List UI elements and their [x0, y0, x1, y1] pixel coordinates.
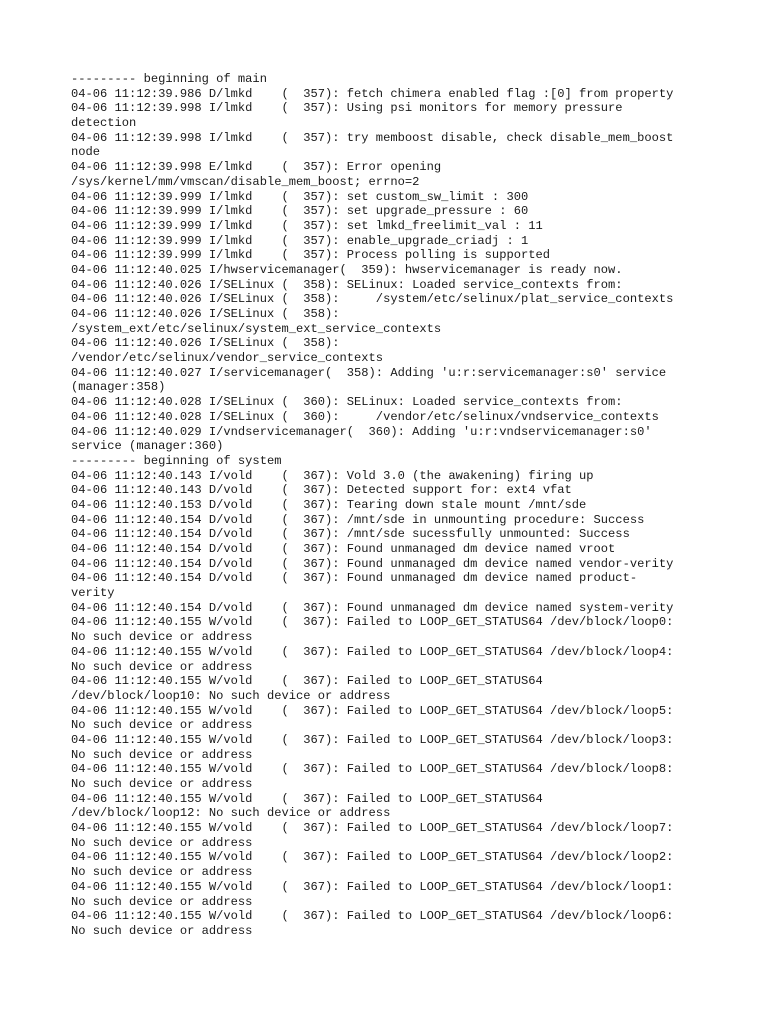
log-line: 04-06 11:12:39.986 D/lmkd ( 357): fetch chimera enabled flag :[0] from property	[71, 86, 674, 101]
log-line: 04-06 11:12:39.999 I/lmkd ( 357): set upgrade_pressure : 60	[71, 204, 529, 219]
log-line: 04-06 11:12:40.155 W/vold ( 367): Failed to LOOP_GET_STATUS64	[71, 791, 543, 806]
log-line: /dev/block/loop10: No such device or address	[71, 688, 391, 703]
log-line: 04-06 11:12:40.155 W/vold ( 367): Failed to LOOP_GET_STATUS64 /dev/block/loop0:	[71, 615, 674, 630]
log-line: 04-06 11:12:40.155 W/vold ( 367): Failed to LOOP_GET_STATUS64 /dev/block/loop1:	[71, 879, 674, 894]
log-text-block	[71, 72, 711, 939]
log-line: No such device or address	[71, 718, 253, 733]
log-line: 04-06 11:12:40.154 D/vold ( 367): Found unmanaged dm device named product-	[71, 571, 638, 586]
log-line: 04-06 11:12:40.025 I/hwservicemanager( 359): hwservicemanager is ready now.	[71, 262, 623, 277]
log-line: 04-06 11:12:40.155 W/vold ( 367): Failed to LOOP_GET_STATUS64 /dev/block/loop7:	[71, 821, 674, 836]
log-line: 04-06 11:12:40.153 D/vold ( 367): Tearing down stale mount /mnt/sde	[71, 497, 587, 512]
log-line: 04-06 11:12:40.154 D/vold ( 367): Found unmanaged dm device named vendor-verity	[71, 556, 674, 571]
log-line: 04-06 11:12:40.026 I/SELinux ( 358): SELinux: Loaded service_contexts from:	[71, 277, 623, 292]
log-line: 04-06 11:12:39.998 I/lmkd ( 357): try memboost disable, check disable_mem_boost	[71, 130, 674, 145]
log-line: 04-06 11:12:39.999 I/lmkd ( 357): Process polling is supported	[71, 248, 550, 263]
log-line: No such device or address	[71, 777, 253, 791]
log-line: 04-06 11:12:40.155 W/vold ( 367): Failed to LOOP_GET_STATUS64 /dev/block/loop6:	[71, 909, 674, 924]
log-line: No such device or address	[71, 659, 253, 674]
log-line: No such device or address	[71, 835, 253, 850]
log-line: No such device or address	[71, 865, 253, 880]
log-line: 04-06 11:12:40.028 I/SELinux ( 360): SELinux: Loaded service_contexts from:	[71, 395, 623, 410]
log-line: No such device or address	[71, 894, 253, 909]
log-line: 04-06 11:12:40.026 I/SELinux ( 358):	[71, 307, 340, 321]
log-line: 04-06 11:12:40.154 D/vold ( 367): /mnt/sde sucessfully unmounted: Success	[71, 527, 630, 542]
log-line: 04-06 11:12:39.999 I/lmkd ( 357): enable_upgrade_criadj : 1	[71, 233, 529, 248]
log-line: 04-06 11:12:40.155 W/vold ( 367): Failed to LOOP_GET_STATUS64 /dev/block/loop3:	[71, 732, 674, 747]
log-line: 04-06 11:12:40.155 W/vold ( 367): Failed to LOOP_GET_STATUS64 /dev/block/loop8:	[71, 762, 674, 777]
log-line: 04-06 11:12:40.026 I/SELinux ( 358): /system/etc/selinux/plat_service_contexts	[71, 292, 674, 307]
log-line: node	[71, 145, 101, 160]
log-line: No such device or address	[71, 747, 253, 762]
log-line: No such device or address	[71, 923, 253, 938]
log-line: 04-06 11:12:40.154 D/vold ( 367): Found unmanaged dm device named vroot	[71, 542, 616, 556]
log-line: /system_ext/etc/selinux/system_ext_service_contexts	[71, 321, 442, 336]
log-line: 04-06 11:12:39.998 E/lmkd ( 357): Error opening	[71, 160, 442, 175]
log-line: 04-06 11:12:40.154 D/vold ( 367): Found unmanaged dm device named system-verity	[71, 600, 674, 615]
log-line: 04-06 11:12:40.143 I/vold ( 367): Vold 3.0 (the awakening) firing up	[71, 468, 594, 483]
log-line: verity	[71, 586, 115, 601]
log-line: 04-06 11:12:40.029 I/vndservicemanager( 360): Adding 'u:r:vndservicemanager:s0'	[71, 424, 652, 439]
log-line: 04-06 11:12:40.143 D/vold ( 367): Detected support for: ext4 vfat	[71, 483, 572, 498]
log-line: /vendor/etc/selinux/vendor_service_contexts	[71, 351, 384, 366]
log-line: service (manager:360)	[71, 439, 224, 454]
log-line: 04-06 11:12:39.999 I/lmkd ( 357): set custom_sw_limit : 300	[71, 189, 529, 204]
log-line: --------- beginning of system	[71, 453, 282, 468]
log-line: 04-06 11:12:40.026 I/SELinux ( 358):	[71, 336, 340, 351]
log-line: 04-06 11:12:40.155 W/vold ( 367): Failed to LOOP_GET_STATUS64 /dev/block/loop2:	[71, 850, 674, 865]
log-line: --------- beginning of main	[71, 72, 267, 86]
log-line: /dev/block/loop12: No such device or address	[71, 806, 391, 821]
log-line: 04-06 11:12:40.155 W/vold ( 367): Failed to LOOP_GET_STATUS64	[71, 674, 543, 689]
log-line: 04-06 11:12:40.027 I/servicemanager( 358): Adding 'u:r:servicemanager:s0' service	[71, 365, 667, 380]
log-line: 04-06 11:12:39.998 I/lmkd ( 357): Using psi monitors for memory pressure	[71, 101, 623, 116]
log-line: 04-06 11:12:40.155 W/vold ( 367): Failed to LOOP_GET_STATUS64 /dev/block/loop5:	[71, 703, 674, 718]
log-line: /sys/kernel/mm/vmscan/disable_mem_boost; errno=2	[71, 174, 420, 189]
log-line: 04-06 11:12:39.999 I/lmkd ( 357): set lmkd_freelimit_val : 11	[71, 218, 543, 233]
log-line: 04-06 11:12:40.028 I/SELinux ( 360): /vendor/etc/selinux/vndservice_contexts	[71, 409, 659, 424]
log-line: 04-06 11:12:40.155 W/vold ( 367): Failed to LOOP_GET_STATUS64 /dev/block/loop4:	[71, 644, 674, 659]
log-line: (manager:358)	[71, 380, 166, 395]
log-line: No such device or address	[71, 630, 253, 645]
log-line: 04-06 11:12:40.154 D/vold ( 367): /mnt/sde in unmounting procedure: Success	[71, 512, 645, 527]
log-line: detection	[71, 116, 137, 131]
